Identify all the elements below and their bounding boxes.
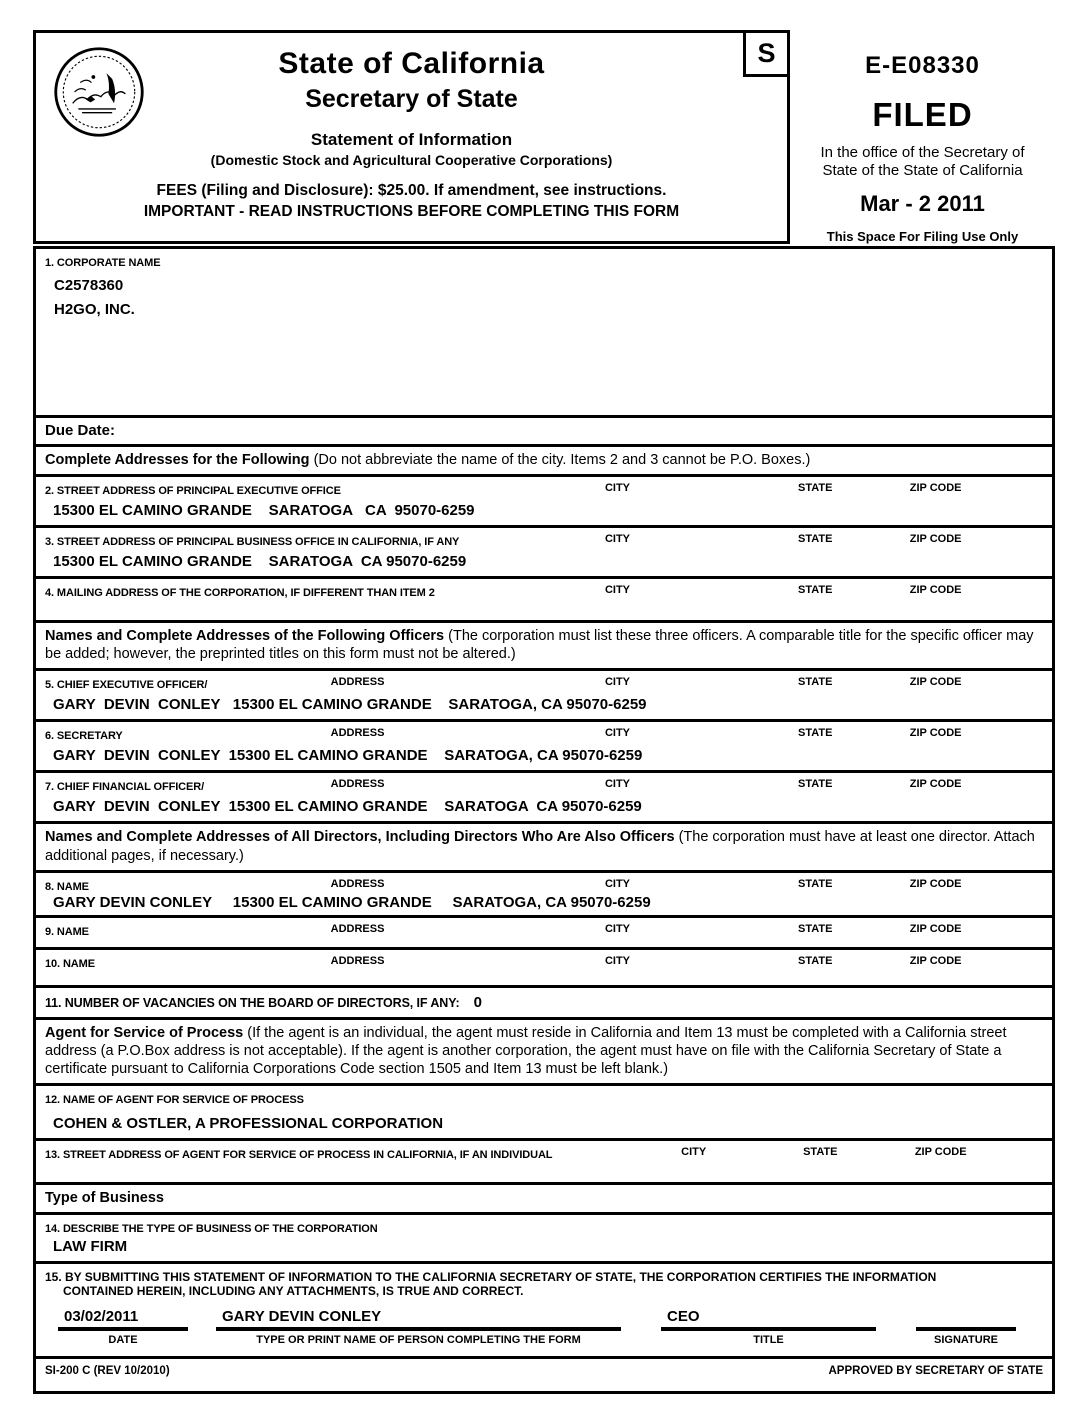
zip-column-header: ZIP CODE <box>909 727 962 740</box>
item2-label: 2. STREET ADDRESS OF PRINCIPAL EXECUTIVE OFFICE <box>45 485 341 498</box>
item5-row <box>33 668 1055 722</box>
item11-row <box>33 985 1055 1020</box>
zip-column-header: ZIP CODE <box>914 1146 967 1158</box>
city-column-header: CITY <box>604 922 631 935</box>
state-column-header: STATE <box>798 922 833 935</box>
zip-column-header: ZIP CODE <box>909 584 962 597</box>
item2-row <box>33 474 1055 528</box>
item5-value: GARY DEVIN CONLEY 15300 EL CAMINO GRANDE SARATOGA, CA 95070-6259 <box>53 696 647 714</box>
title-label: TITLE <box>753 1334 784 1347</box>
filing-office-line2: State of the State of California <box>822 162 1023 179</box>
certification-line1: 15. BY SUBMITTING THIS STATEMENT OF INFORMATION TO THE CALIFORNIA SECRETARY OF STATE, THE CORPORATION CERTIFIES THE INFORMATION <box>45 1270 937 1285</box>
city-column-header: CITY <box>604 954 631 967</box>
signature-value <box>916 1309 1016 1331</box>
item2-value: 15300 EL CAMINO GRANDE SARATOGA CA 95070-6259 <box>53 502 475 520</box>
date-value: 03/02/2011 <box>58 1308 188 1331</box>
zip-column-header: ZIP CODE <box>909 482 962 495</box>
item8-row <box>33 870 1055 918</box>
state-column-header: STATE <box>803 1146 838 1158</box>
filing-office-line1: In the office of the Secretary of <box>820 144 1025 161</box>
address-column-header: ADDRESS <box>330 877 385 890</box>
address-column-header: ADDRESS <box>330 727 385 740</box>
item6-value: GARY DEVIN CONLEY 15300 EL CAMINO GRANDE SARATOGA, CA 95070-6259 <box>53 747 643 765</box>
header-titles <box>36 47 787 221</box>
name-label: TYPE OR PRINT NAME OF PERSON COMPLETING THE FORM <box>256 1334 581 1347</box>
item10-label: 10. NAME <box>45 957 95 970</box>
header-box <box>33 30 790 244</box>
filed-stamp: FILED <box>872 96 973 133</box>
state-column-header: STATE <box>798 584 833 597</box>
city-column-header: CITY <box>604 778 631 791</box>
agent-header-bold: Agent for Service of Process <box>45 1024 248 1041</box>
item7-label: 7. CHIEF FINANCIAL OFFICER/ <box>45 781 205 794</box>
item13-row <box>33 1138 1055 1185</box>
directors-section-header <box>33 821 1055 872</box>
zip-column-header: ZIP CODE <box>909 533 962 546</box>
filing-space-note: This Space For Filing Use Only <box>826 229 1019 244</box>
item6-label: 6. SECRETARY <box>45 730 123 743</box>
form-name: Statement of Information <box>310 130 513 149</box>
item14-row <box>33 1212 1055 1264</box>
agent-section-header <box>33 1017 1055 1086</box>
state-column-header: STATE <box>798 676 833 689</box>
address-column-header: ADDRESS <box>330 676 385 689</box>
item12-row <box>33 1083 1055 1141</box>
state-column-header: STATE <box>798 877 833 890</box>
type-of-business-section-header <box>33 1182 1055 1215</box>
state-column-header: STATE <box>798 778 833 791</box>
name-field <box>216 1308 621 1346</box>
directors-header-bold: Names and Complete Addresses of All Directors, Including Directors Who Are Also Officers <box>45 829 679 846</box>
state-column-header: STATE <box>798 533 833 546</box>
city-column-header: CITY <box>604 482 631 495</box>
item14-label: 14. DESCRIBE THE TYPE OF BUSINESS OF THE CORPORATION <box>45 1223 378 1236</box>
officers-header-note: (The corporation must list these three officers. A comparable title for the specific officer may be added; however, the preprinted titles on this form must not be altered.) <box>45 628 1034 663</box>
corporate-name-section <box>33 246 1055 418</box>
name-value: GARY DEVIN CONLEY <box>216 1308 621 1331</box>
item8-value: GARY DEVIN CONLEY 15300 EL CAMINO GRANDE SARATOGA, CA 95070-6259 <box>53 893 651 911</box>
form-header <box>33 30 1055 244</box>
title-field <box>661 1308 876 1346</box>
directors-header-note: (The corporation must have at least one director. Attach additional pages, if necessary.) <box>45 829 1035 864</box>
item8-label: 8. NAME <box>45 880 89 893</box>
state-column-header: STATE <box>798 482 833 495</box>
approved-by: APPROVED BY SECRETARY OF STATE <box>828 1365 1043 1378</box>
form-scope: (Domestic Stock and Agricultural Cooperative Corporations) <box>210 152 613 168</box>
item12-value: COHEN & OSTLER, A PROFESSIONAL CORPORATION <box>53 1115 444 1132</box>
item3-label: 3. STREET ADDRESS OF PRINCIPAL BUSINESS OFFICE IN CALIFORNIA, IF ANY <box>45 536 460 549</box>
city-column-header: CITY <box>604 727 631 740</box>
entity-number: C2578360 <box>54 277 124 294</box>
type-header-bold: Type of Business <box>45 1190 164 1206</box>
signature-row <box>36 1298 1052 1348</box>
item4-label: 4. MAILING ADDRESS OF THE CORPORATION, IF DIFFERENT THAN ITEM 2 <box>45 587 435 600</box>
officers-section-header <box>33 620 1055 671</box>
corporate-name-label: 1. CORPORATE NAME <box>45 257 161 269</box>
city-column-header: CITY <box>604 676 631 689</box>
city-column-header: CITY <box>604 533 631 546</box>
form-body <box>33 246 1055 1394</box>
filing-stamp-area <box>790 30 1055 244</box>
zip-column-header: ZIP CODE <box>909 922 962 935</box>
item6-row <box>33 719 1055 773</box>
item9-row <box>33 915 1055 950</box>
item12-label: 12. NAME OF AGENT FOR SERVICE OF PROCESS <box>45 1094 304 1106</box>
state-column-header: STATE <box>798 954 833 967</box>
filing-date: Mar - 2 2011 <box>860 191 985 216</box>
california-state-seal-icon <box>52 45 146 139</box>
page-title: State of California <box>278 47 545 80</box>
zip-column-header: ZIP CODE <box>909 778 962 791</box>
item5-label: 5. CHIEF EXECUTIVE OFFICER/ <box>45 679 208 692</box>
addresses-header-bold: Complete Addresses for the Following <box>45 452 314 468</box>
item7-row <box>33 770 1055 824</box>
addresses-section-header <box>33 444 1055 477</box>
zip-column-header: ZIP CODE <box>909 877 962 890</box>
important-line: IMPORTANT - READ INSTRUCTIONS BEFORE COMPLETING THIS FORM <box>143 203 680 220</box>
title-value: CEO <box>661 1308 876 1331</box>
item9-label: 9. NAME <box>45 925 89 938</box>
state-column-header: STATE <box>798 727 833 740</box>
city-column-header: CITY <box>604 877 631 890</box>
due-date-row: Due Date: <box>33 415 1055 447</box>
item7-value: GARY DEVIN CONLEY 15300 EL CAMINO GRANDE SARATOGA CA 95070-6259 <box>53 798 642 816</box>
address-column-header: ADDRESS <box>330 922 385 935</box>
certification-line2: CONTAINED HEREIN, INCLUDING ANY ATTACHMENTS, IS TRUE AND CORRECT. <box>63 1284 524 1299</box>
item10-row <box>33 947 1055 988</box>
officers-header-bold: Names and Complete Addresses of the Following Officers <box>45 628 449 645</box>
item11-value: 0 <box>473 993 482 1011</box>
item4-row <box>33 576 1055 623</box>
address-column-header: ADDRESS <box>330 954 385 967</box>
form-footer <box>33 1356 1055 1394</box>
city-column-header: CITY <box>681 1146 707 1158</box>
address-column-header: ADDRESS <box>330 778 385 791</box>
fees-line: FEES (Filing and Disclosure): $25.00. If amendment, see instructions. <box>156 182 667 199</box>
s-type-box: S <box>743 30 790 77</box>
page-subtitle: Secretary of State <box>305 85 518 113</box>
item3-value: 15300 EL CAMINO GRANDE SARATOGA CA 95070-6259 <box>53 553 467 571</box>
zip-column-header: ZIP CODE <box>909 676 962 689</box>
filing-number: E-E08330 <box>865 52 980 79</box>
city-column-header: CITY <box>604 584 631 597</box>
date-label: DATE <box>108 1334 138 1347</box>
addresses-header-note: (Do not abbreviate the name of the city. Items 2 and 3 cannot be P.O. Boxes.) <box>313 452 811 468</box>
agent-header-note: (If the agent is an individual, the agent must reside in California and Item 13 must be completed with a California street address (a P.O.Box address is not acceptable). If the agent is another corporation, the agent must have on file with the California Secretary of State a certificate pursuant to California Corporations Code section 1505 and Item 13 must be left blank.) <box>45 1024 1007 1077</box>
item11-label: 11. NUMBER OF VACANCIES ON THE BOARD OF DIRECTORS, IF ANY: <box>45 995 460 1010</box>
item3-row <box>33 525 1055 579</box>
form-revision: SI-200 C (REV 10/2010) <box>45 1365 170 1378</box>
item13-label: 13. STREET ADDRESS OF AGENT FOR SERVICE OF PROCESS IN CALIFORNIA, IF AN INDIVIDUAL <box>45 1149 553 1161</box>
signature-label: SIGNATURE <box>934 1334 998 1347</box>
item14-value: LAW FIRM <box>53 1238 128 1256</box>
item15-row <box>33 1261 1055 1359</box>
zip-column-header: ZIP CODE <box>909 954 962 967</box>
signature-field <box>916 1309 1016 1346</box>
entity-name: H2GO, INC. <box>54 301 135 318</box>
date-field <box>58 1308 188 1346</box>
